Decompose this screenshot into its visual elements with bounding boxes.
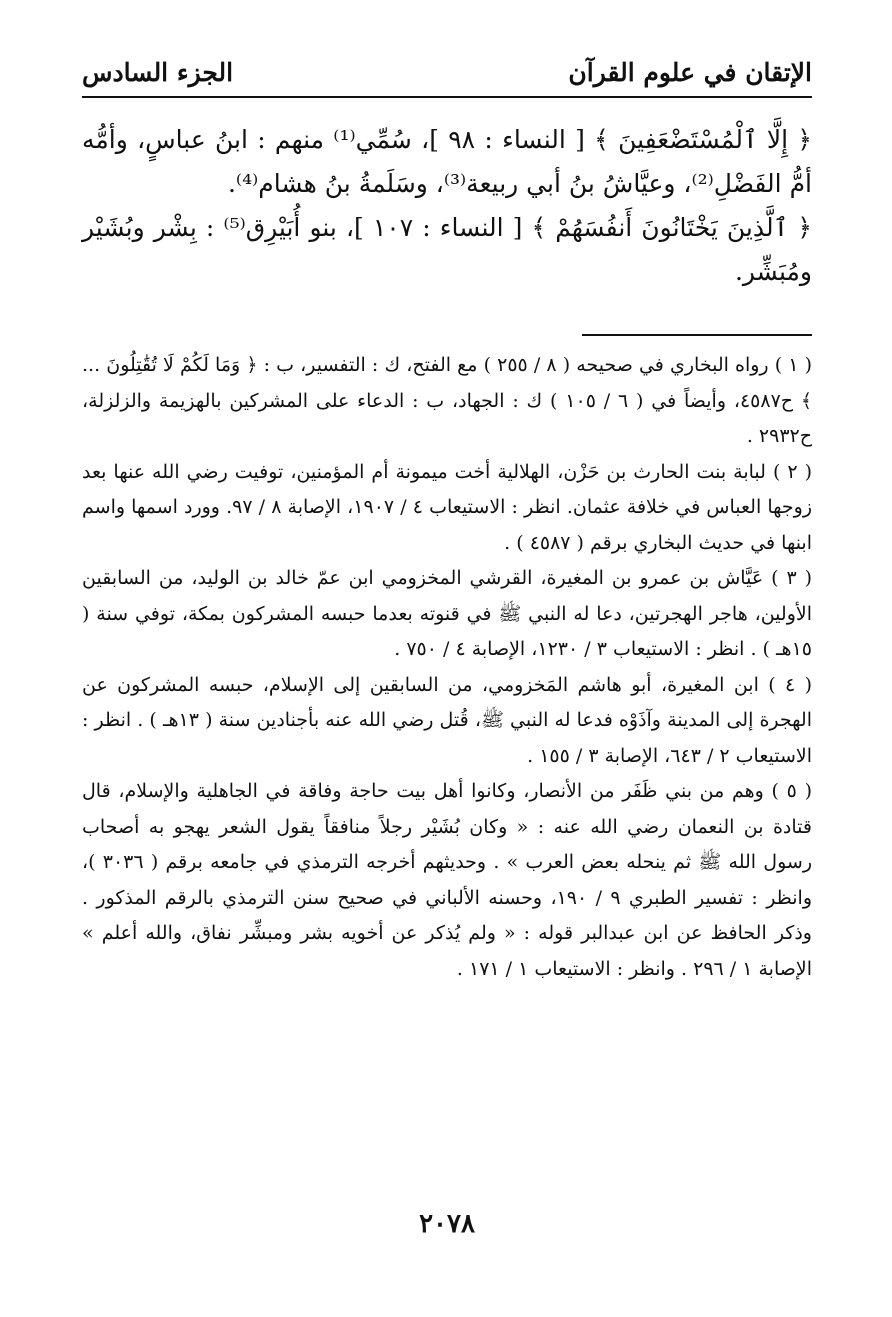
footnote-5: ( ٥ ) وهم من بني ظَفَر من الأنصار، وكانوا أهل بيت حاجة وفاقة في الجاهلية والإسلام، قال قتادة بن النعمان رضي الله عنه : « وكان بُشَيْر رجلاً منافقاً يقول الشعر يهجو به أصحاب رسول الله ﷺ ثم ينحله بعض العرب » . وحديثهم أخرجه الترمذي في جامعه برقم ( ٣٠٣٦ )، وانظر : تفسير الطبري ٩ / ١٩٠، وحسنه الألباني في صحيح سنن الترمذي بالرقم المذكور . وذكر الحافظ عن ابن عبدالبر قوله : « ولم يُذكر عن أخويه بشر ومبشِّر نفاق، والله أعلم » الإصابة ١ / ٢٩٦ . وانظر : الاستيعاب ١ / ١٧١ . [82, 780, 813, 980]
footnote-2: ( ٢ ) لبابة بنت الحارث بن حَزْن، الهلالية أخت ميمونة أم المؤمنين، توفيت رضي الله عنها بعد زوجها العباس في خلافة عثمان. انظر : الاستيعاب ٤ / ١٩٠٧، الإصابة ٨ / ٩٧. وورد اسمها واسم ابنها في حديث البخاري برقم ( ٤٥٨٧ ) . [82, 460, 812, 554]
footnotes [82, 348, 812, 987]
book-title: الإتقان في علوم القرآن [568, 58, 812, 87]
part-title: الجزء السادس [82, 58, 234, 87]
main-text [82, 118, 812, 294]
page-number: ٢٠٧٨ [419, 1209, 475, 1239]
main-paragraph: ﴿ إِلَّا ٱلْمُسْتَضْعَفِينَ ﴾ [ النساء : ٩٨ ]، سُمِّي⁽¹⁾ منهم : ابنُ عباسٍ، وأمُّه أمُّ الفَضْلِ⁽²⁾، وعيَّاشُ بنُ أبي ربيعة⁽³⁾، وسَلَمةُ بنُ هشام⁽⁴⁾. [82, 125, 812, 198]
running-header [82, 52, 812, 98]
footnote-4: ( ٤ ) ابن المغيرة، أبو هاشم المَخزومي، من السابقين إلى الإسلام، حبسه المشركون عن الهجرة إلى المدينة وآذَوْه فدعا له النبي ﷺ، قُتل رضي الله عنه بأجنادين سنة ( ١٣هـ ) . انظر : الاستيعاب ٢ / ٦٤٣، الإصابة ٣ / ١٥٥ . [82, 673, 812, 767]
footnote-1: ( ١ ) رواه البخاري في صحيحه ( ٨ / ٢٥٥ ) مع الفتح، ك : التفسير، ب : ﴿ وَمَا لَكُمْ لَا تُقَٰتِلُونَ ... ﴾ ح٤٥٨٧، وأيضاً في ( ٦ / ١٠٥ ) ك : الجهاد، ب : الدعاء على المشركين بالهزيمة والزلزلة، ح٢٩٣٢ . [82, 354, 813, 447]
main-paragraph: ﴿ ٱلَّذِينَ يَخْتَانُونَ أَنفُسَهُمْ ﴾ [ النساء : ١٠٧ ]، بنو أُبَيْرِق⁽⁵⁾ : بِشْر وبُشَيْر ومُبَشِّر. [82, 213, 812, 286]
footnote-separator [582, 334, 812, 336]
book-page [82, 52, 812, 1282]
footnote-3: ( ٣ ) عَيَّاش بن عمرو بن المغيرة، القرشي المخزومي ابن عمّ خالد بن الوليد، من السابقين الأولين، هاجر الهجرتين، دعا له النبي ﷺ في قنوته بعدما حبسه المشركون بمكة، توفي سنة ( ١٥هـ ) . انظر : الاستيعاب ٣ / ١٢٣٠، الإصابة ٤ / ٧٥٠ . [82, 567, 812, 660]
